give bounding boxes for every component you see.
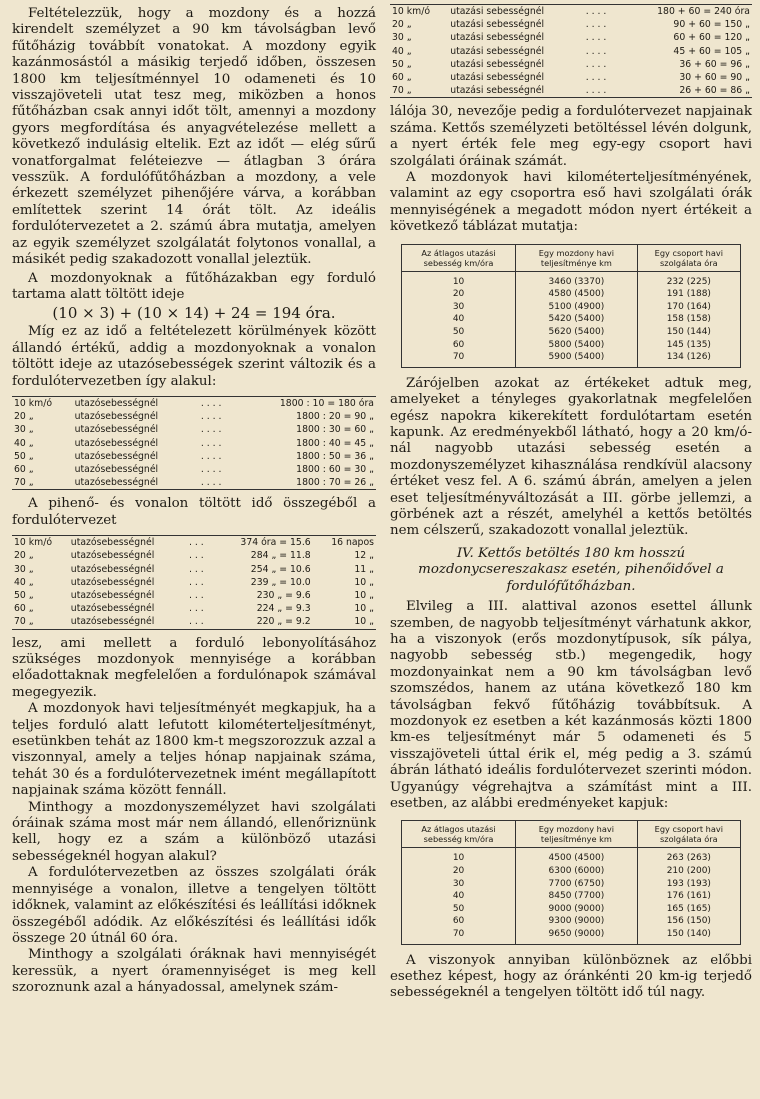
table-row <box>390 5 752 19</box>
table-cell: 90 + 60 = 150 „ <box>673 19 750 31</box>
table-cell: 145 (135) <box>637 339 740 352</box>
table-cell: 50 <box>402 903 516 916</box>
table-cell: . . . . <box>200 450 222 462</box>
table-cell: 193 (193) <box>637 878 740 891</box>
column-header: Az átlagos utazási sebesség km/óra <box>402 821 516 848</box>
table-cell: 374 óra = 15.6 <box>240 537 311 549</box>
column-header: Egy mozdony havi teljesítménye km <box>516 821 638 848</box>
table-cell: 60 „ <box>392 72 412 84</box>
table-row <box>402 878 741 891</box>
table-cell: 20 „ <box>14 550 34 562</box>
table-cell: 20 „ <box>14 411 34 423</box>
table-cell: utazási sebességnél <box>450 85 545 97</box>
table-cell: 70 „ <box>14 477 34 489</box>
table-cell: 1800 : 70 = 26 „ <box>296 477 374 489</box>
table-cell: 5420 (5400) <box>516 313 638 326</box>
table-cell: 220 „ = 9.2 <box>256 616 311 628</box>
table-cell: utazósebességnél <box>70 576 155 588</box>
table-row <box>402 903 741 916</box>
paragraph: Feltételezzük, hogy a mozdony és a hozzá kirendelt személyzet a 90 km távolságban levő fűtőházig továbbít vonatokat. A mozdony egyik kazánmosástól a másikig terjedő időben, összesen 1800 km teljesítménnyel 10 odameneti és 10 visszajöveteli utat tesz meg, miközben a honos fűtőházban csak annyi időt tölt, amennyi a mozdony gyors megfordítása és anyagvételezése mellett a következő indulásig eltelik. Ezt az időt — elég sűrű vonatforgalmat feléteiezve — átlagban 3 órára vesszük. A fordulófűtőházban a mozdony, a vele érkezett személyzet pihenőjére várva, a korábban említettek szerint 14 órát tölt. Az ideális fordulótervezetet a 2. számú ábra mutatja, amelyen az egyik személyzet szolgálatát folytonos vonallal, a másikét pedig szakadozott vonallal jeleztük. <box>12 6 376 268</box>
paragraph: Elvileg a III. alattival azonos esettel állunk szemben, de nagyobb teljesítményt várhatunk akkor, ha a viszonyok (erős mozdonytípusok, sík pálya, nagyobb sebesség stb.) megengedik, hogy mozdonyainkat nem a 90 km távolságban levő szomszédos, hanem az utána következő 180 km távolságban fekvő fűtőházig továbbítsuk. A mozdonyok ez esetben a két kazánmosás közti 1800 km-es teljesítményt már 5 odameneti és 5 visszajöveteli úttal érik el, még pedig a 3. számú ábrán látható ideális fordulótervezet szerinti módon. Ugyanúgy végrehajtva a számítást mint a III. esetben, az alábbi eredményeket kapjuk: <box>390 599 752 811</box>
table-cell: utazósebességnél <box>70 603 155 615</box>
table-cell: . . . . <box>200 397 222 409</box>
table-cell: 26 + 60 = 86 „ <box>679 85 750 97</box>
table-row <box>390 45 752 58</box>
table-row <box>402 271 741 288</box>
table-cell: 9000 (9000) <box>516 903 638 916</box>
table-cell: 4580 (4500) <box>516 288 638 301</box>
table-cell: 254 „ = 10.6 <box>250 563 311 575</box>
table-cell: 36 + 60 = 96 „ <box>679 58 750 70</box>
table-row <box>402 301 741 314</box>
table-cell: utazósebességnél <box>74 450 159 462</box>
paragraph: Minthogy a mozdonyszemélyzet havi szolgálati óráinak száma most már nem állandó, ellenőriznünk kell, hogy ez a szám a különböző utazási sebességeknél hogyan alakul? <box>12 799 376 864</box>
paragraph: Míg ez az idő a feltételezett körülmények között állandó értékű, addig a mozdonyoknak a vonalon töltött ideje az utazósebességek szerint változik és a fordulótervezetben így alakul: <box>12 324 376 389</box>
paragraph: A mozdonyok havi kilométerteljesítményének, valamint az egy csoportra eső havi szolgálati órák mennyiségének a megadott módon nyert értékeit a következő táblázat mutatja: <box>390 170 752 235</box>
table-cell: 50 <box>402 326 516 339</box>
table-cell: utazósebességnél <box>74 437 159 449</box>
column-header: Az átlagos utazási sebesség km/óra <box>402 244 516 271</box>
table-cell: 70 <box>402 351 516 367</box>
table-cell: utazósebességnél <box>70 589 155 601</box>
table-cell: 1800 : 40 = 45 „ <box>296 437 374 449</box>
table-cell: . . . . <box>585 45 607 57</box>
table-cell: 30 „ <box>14 424 34 436</box>
table-row <box>402 848 741 865</box>
table-cell: utazósebességnél <box>74 477 159 489</box>
column-header: Egy mozdony havi teljesítménye km <box>516 244 638 271</box>
table-cell: 165 (165) <box>637 903 740 916</box>
table-row <box>12 576 376 589</box>
table-row <box>12 476 376 490</box>
table-cell: . . . . <box>585 19 607 31</box>
table-row <box>390 18 752 31</box>
table-cell: 284 „ = 11.8 <box>250 550 311 562</box>
table-cell: 10 <box>402 848 516 865</box>
table-cell: 156 (150) <box>637 915 740 928</box>
table-row <box>402 326 741 339</box>
table-cell: . . . . <box>200 411 222 423</box>
results-table-iii <box>401 244 741 368</box>
paragraph: A fordulótervezetben az összes szolgálati órák mennyisége a vonalon, illetve a tengelyen töltött időknek, valamint az előkészítési és leállítási időknek összegéből adódik. Az előkészítési és leállítási idők összege 20 útnál 60 óra. <box>12 865 376 946</box>
table-cell: . . . . <box>585 6 607 17</box>
table-cell: utazási sebességnél <box>450 45 545 57</box>
table-cell: 232 (225) <box>637 271 740 288</box>
travel-time-table <box>12 396 376 490</box>
table-row <box>12 563 376 576</box>
table-cell: . . . . <box>585 58 607 70</box>
table-cell: 40 „ <box>14 437 34 449</box>
table-cell: 1800 : 30 = 60 „ <box>296 424 374 436</box>
paragraph: Zárójelben azokat az értékeket adtuk meg, amelyeket a tényleges gyakorlatnak megfelelően egész napokra kikerekített fordulótartam esetén kapunk. Az eredményekből látható, hogy a 20 km/ó-nál nagyobb utazási sebesség esetén a mozdonyszemélyzet kihasználása rendkívül alacsony értéket vesz fel. A 6. számú ábrán, amelyen a jelen eset teljesítményváltozását a III. görbe jellemzi, a görbének azt a részét, amelyhél a kettős betöltés nem célszerű, szakadozott vonallal jeleztük. <box>390 375 752 539</box>
table-cell: 224 „ = 9.3 <box>256 603 311 615</box>
table-cell: utazósebességnél <box>74 411 159 423</box>
table-row <box>12 549 376 562</box>
table-cell: 134 (126) <box>637 351 740 367</box>
table-cell: 50 „ <box>392 58 412 70</box>
table-cell: utazási sebességnél <box>450 32 545 44</box>
table-cell: utazósebességnél <box>70 537 155 549</box>
table-cell: 1800 : 50 = 36 „ <box>296 450 374 462</box>
table-cell: 180 + 60 = 240 óra <box>657 6 750 17</box>
table-cell: utazósebességnél <box>74 463 159 475</box>
table-cell: . . . <box>188 537 204 549</box>
table-cell: 239 „ = 10.0 <box>250 576 311 588</box>
table-cell: 230 „ = 9.6 <box>256 589 311 601</box>
paragraph: Minthogy a szolgálati óráknak havi mennyiségét keressük, a nyert óramennyiséget is meg kell szoroznunk azal a hányadossal, amelynek szám- <box>12 947 376 996</box>
table-cell: 40 „ <box>14 576 34 588</box>
table-cell: 176 (161) <box>637 890 740 903</box>
table-cell: utazósebességnél <box>70 550 155 562</box>
table-row <box>12 396 376 410</box>
table-cell: 10 „ <box>354 589 374 601</box>
table-cell: 30 + 60 = 90 „ <box>679 72 750 84</box>
table-cell: 60 „ <box>14 603 34 615</box>
table-cell: 3460 (3370) <box>516 271 638 288</box>
table-cell: 40 „ <box>392 45 412 57</box>
column-header: Egy csoport havi szolgálata óra <box>637 821 740 848</box>
table-cell: . . . . <box>200 477 222 489</box>
table-cell: . . . . <box>200 463 222 475</box>
table-cell: 5620 (5400) <box>516 326 638 339</box>
paragraph: A mozdonyoknak a fűtőházakban egy forduló tartama alatt töltött ideje <box>12 270 376 302</box>
table-cell: 150 (144) <box>637 326 740 339</box>
table-cell: . . . <box>188 603 204 615</box>
table-cell: 16 napos <box>331 537 374 549</box>
paragraph: lálója 30, nevezője pedig a fordulótervezet napjainak száma. Kettős személyzeti betöltéssel lévén dolgunk, a nyert érték fele meg egy-egy csoport havi szolgálati óráinak számát. <box>390 104 752 169</box>
table-row <box>402 865 741 878</box>
table-cell: utazási sebességnél <box>450 6 545 17</box>
table-cell: utazósebességnél <box>70 616 155 628</box>
table-cell: 263 (263) <box>637 848 740 865</box>
table-cell: utazósebességnél <box>74 424 159 436</box>
table-cell: . . . <box>188 616 204 628</box>
table-row <box>402 928 741 944</box>
table-cell: 10 km/ó <box>14 537 53 549</box>
table-cell: 20 <box>402 865 516 878</box>
table-cell: 50 „ <box>14 450 34 462</box>
table-cell: 8450 (7700) <box>516 890 638 903</box>
table-cell: 1800 : 60 = 30 „ <box>296 463 374 475</box>
paragraph: lesz, ami mellett a forduló lebonyolításához szükséges mozdonyok mennyisége a korábban előadottaknak megfelelően a fordulónapok számával megegyezik. <box>12 635 376 700</box>
table-cell: 30 „ <box>392 32 412 44</box>
service-hours-table <box>390 4 752 98</box>
table-cell: 1800 : 10 = 180 óra <box>279 397 374 409</box>
table-row <box>12 423 376 436</box>
table-cell: 30 <box>402 301 516 314</box>
table-cell: 50 „ <box>14 589 34 601</box>
table-cell: 20 „ <box>392 19 412 31</box>
table-row <box>402 313 741 326</box>
table-cell: . . . . <box>200 437 222 449</box>
table-cell: utazási sebességnél <box>450 58 545 70</box>
table-cell: 4500 (4500) <box>516 848 638 865</box>
table-cell: 70 „ <box>14 616 34 628</box>
table-cell: . . . . <box>585 72 607 84</box>
section-heading: IV. Kettős betöltés 180 km hosszú mozdonycsereszakasz esetén, pihenőidővel a fordulófűtőházban. <box>418 545 724 594</box>
table-cell: 10 <box>402 271 516 288</box>
rotation-days-table <box>12 535 376 629</box>
table-cell: 30 <box>402 878 516 891</box>
table-cell: utazósebességnél <box>70 563 155 575</box>
table-cell: 10 km/ó <box>14 397 53 409</box>
table-row <box>390 31 752 44</box>
table-cell: 60 <box>402 915 516 928</box>
table-cell: . . . . <box>200 424 222 436</box>
table-row <box>12 615 376 629</box>
formula: (10 × 3) + (10 × 14) + 24 = 194 óra. <box>52 304 336 323</box>
table-cell: 9300 (9000) <box>516 915 638 928</box>
table-cell: 10 „ <box>354 576 374 588</box>
right-column <box>390 0 752 1002</box>
column-header: Egy csoport havi szolgálata óra <box>637 244 740 271</box>
table-cell: 60 „ <box>14 463 34 475</box>
table-cell: . . . . <box>585 32 607 44</box>
table-cell: . . . <box>188 589 204 601</box>
table-cell: 5100 (4900) <box>516 301 638 314</box>
table-cell: 70 <box>402 928 516 944</box>
table-cell: 40 <box>402 890 516 903</box>
table-row <box>390 84 752 98</box>
table-cell: 5900 (5400) <box>516 351 638 367</box>
table-cell: 10 „ <box>354 616 374 628</box>
table-cell: 158 (158) <box>637 313 740 326</box>
table-cell: utazási sebességnél <box>450 19 545 31</box>
table-row <box>402 351 741 367</box>
table-cell: 11 „ <box>354 563 374 575</box>
table-row <box>402 288 741 301</box>
table-row <box>402 915 741 928</box>
table-cell: . . . . <box>585 85 607 97</box>
table-row <box>390 71 752 84</box>
table-row <box>12 463 376 476</box>
table-cell: 30 „ <box>14 563 34 575</box>
table-row <box>12 410 376 423</box>
table-cell: 10 km/ó <box>392 6 431 17</box>
table-row <box>12 589 376 602</box>
table-row <box>12 437 376 450</box>
table-cell: 5800 (5400) <box>516 339 638 352</box>
table-cell: . . . <box>188 576 204 588</box>
table-cell: 210 (200) <box>637 865 740 878</box>
table-cell: 45 + 60 = 105 „ <box>673 45 750 57</box>
table-row <box>12 602 376 615</box>
table-cell: 40 <box>402 313 516 326</box>
left-column <box>12 0 376 997</box>
table-cell: 191 (188) <box>637 288 740 301</box>
table-cell: utazósebességnél <box>74 397 159 409</box>
table-cell: utazási sebességnél <box>450 72 545 84</box>
table-cell: . . . <box>188 550 204 562</box>
table-cell: 9650 (9000) <box>516 928 638 944</box>
table-cell: 60 <box>402 339 516 352</box>
paragraph: A viszonyok annyiban különböznek az előbbi esethez képest, hogy az óránkénti 20 km-ig terjedő sebességeknél a tengelyen töltött idő túl nagy. <box>390 952 752 1001</box>
table-cell: 7700 (6750) <box>516 878 638 891</box>
table-cell: 6300 (6000) <box>516 865 638 878</box>
table-cell: 10 „ <box>354 603 374 615</box>
table-cell: 1800 : 20 = 90 „ <box>296 411 374 423</box>
table-row <box>402 339 741 352</box>
table-cell: 70 „ <box>392 85 412 97</box>
table-cell: 12 „ <box>354 550 374 562</box>
table-row <box>12 536 376 550</box>
table-cell: 60 + 60 = 120 „ <box>673 32 750 44</box>
table-row <box>402 890 741 903</box>
table-cell: 20 <box>402 288 516 301</box>
table-cell: . . . <box>188 563 204 575</box>
table-row <box>390 58 752 71</box>
table-cell: 150 (140) <box>637 928 740 944</box>
table-cell: 170 (164) <box>637 301 740 314</box>
results-table-iv <box>401 820 741 944</box>
table-row <box>12 450 376 463</box>
paragraph: A pihenő- és vonalon töltött idő összegéből a fordulótervezet <box>12 496 376 528</box>
paragraph: A mozdonyok havi teljesítményét megkapjuk, ha a teljes forduló alatt lefutott kilométerteljesítményt, esetünkben tehát az 1800 km-t megszorozzuk azzal a viszonnyal, amely a teljes hónap napjainak száma, tehát 30 és a fordulótervezetnek imént megállapított napjainak száma között fennáll. <box>12 701 376 799</box>
